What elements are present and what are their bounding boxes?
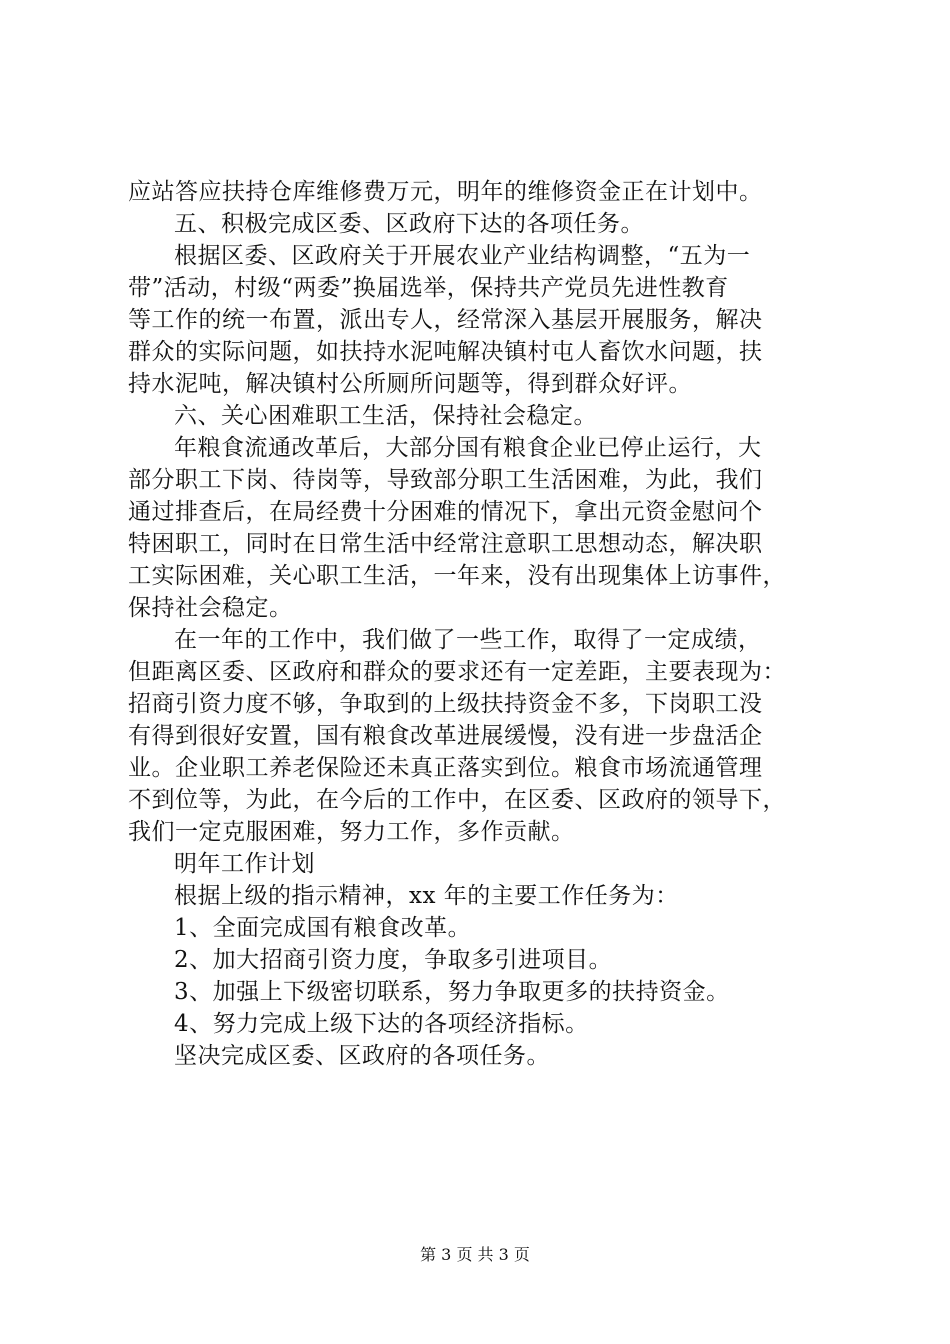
text-line: 1、全面完成国有粮食改革。 [174, 915, 472, 941]
text-line: 根据上级的指示精神，xx 年的主要工作任务为： [174, 883, 679, 909]
text-line: 明年工作计划 [174, 851, 315, 877]
text-line: 业。企业职工养老保险还未真正落实到位。粮食市场流通管理 [128, 755, 763, 781]
text-line: 但距离区委、区政府和群众的要求还有一定差距，主要表现为： [128, 659, 786, 685]
text-line: 应站答应扶持仓库维修费万元，明年的维修资金正在计划中。 [128, 179, 763, 205]
text-line: 保持社会稳定。 [128, 595, 293, 621]
text-line: 特困职工，同时在日常生活中经常注意职工思想动态，解决职 [128, 531, 763, 557]
text-line: 工实际困难，关心职工生活，一年来，没有出现集体上访事件， [128, 563, 786, 589]
text-line: 4、努力完成上级下达的各项经济指标。 [174, 1011, 589, 1037]
text-line: 五、积极完成区委、区政府下达的各项任务。 [174, 211, 644, 237]
text-line: 群众的实际问题，如扶持水泥吨解决镇村屯人畜饮水问题，扶 [128, 339, 763, 365]
text-line: 年粮食流通改革后，大部分国有粮食企业已停止运行，大 [174, 435, 762, 461]
text-line: 根据区委、区政府关于开展农业产业结构调整，“五为一 [174, 243, 751, 269]
page-footer: 第 3 页 共 3 页 [420, 1245, 530, 1264]
text-line: 带”活动，村级“两委”换届选举，保持共产党员先进性教育 [128, 275, 729, 301]
text-line: 招商引资力度不够，争取到的上级扶持资金不多，下岗职工没 [128, 691, 763, 717]
text-line: 通过排查后，在局经费十分困难的情况下，拿出元资金慰问个 [128, 499, 763, 525]
text-line: 在一年的工作中，我们做了一些工作，取得了一定成绩， [174, 627, 762, 653]
text-line: 六、关心困难职工生活，保持社会稳定。 [174, 403, 597, 429]
text-line: 3、加强上下级密切联系，努力争取更多的扶持资金。 [174, 979, 730, 1005]
document-body [128, 176, 828, 1072]
text-line: 我们一定克服困难，努力工作，多作贡献。 [128, 819, 575, 845]
text-line: 等工作的统一布置，派出专人，经常深入基层开展服务，解决 [128, 307, 763, 333]
text-line: 2、加大招商引资力度，争取多引进项目。 [174, 947, 613, 973]
text-line: 坚决完成区委、区政府的各项任务。 [174, 1043, 550, 1069]
text-line: 持水泥吨，解决镇村公所厕所问题等，得到群众好评。 [128, 371, 692, 397]
text-line: 部分职工下岗、待岗等，导致部分职工生活困难，为此，我们 [128, 467, 763, 493]
text-line: 有得到很好安置，国有粮食改革进展缓慢，没有进一步盘活企 [128, 723, 763, 749]
text-line: 不到位等，为此，在今后的工作中，在区委、区政府的领导下， [128, 787, 786, 813]
